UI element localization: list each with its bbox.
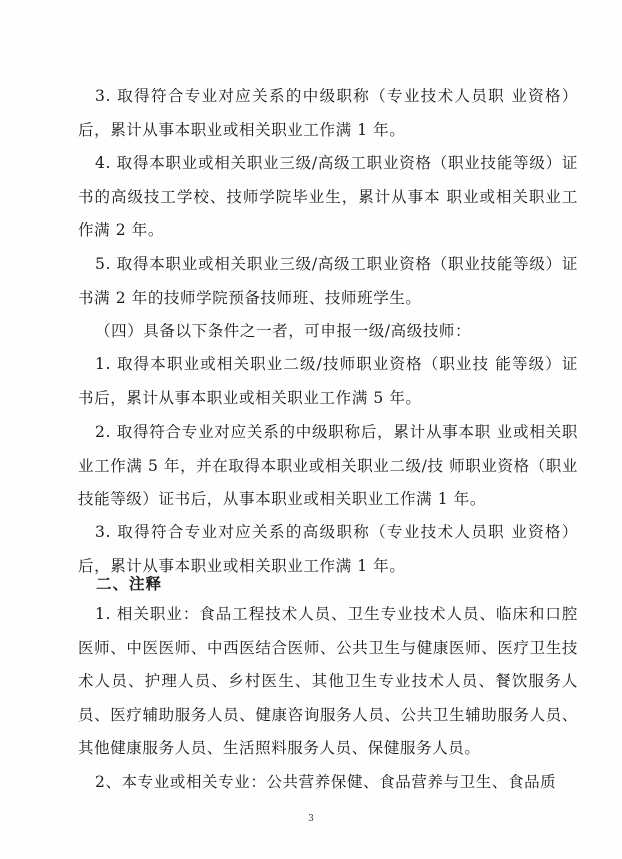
page-number: 3 xyxy=(308,814,314,824)
subsection-four-heading: （四）具备以下条件之一者，可申报一级/高级技师： xyxy=(95,322,472,340)
paragraph-level1-condition-1: 1. 取得本职业或相关职业二级/技师职业资格（职业技 能等级）证书后，累计从事本职业或相关职业工作满 5 年。 xyxy=(78,355,578,407)
note-related-majors: 2、本专业或相关专业：公共营养保健、食品营养与卫生、食品质 xyxy=(95,773,557,791)
paragraph-level1-condition-2: 2. 取得符合专业对应关系的中级职称后，累计从事本职 业或相关职业工作满 5 年，并在取得本职业或相关职业二级/技 师职业资格（职业技能等级）证书后，从事本职业或相关职业工作满 1 年。 xyxy=(78,423,578,508)
paragraph-condition-3a: 3. 取得符合专业对应关系的中级职称（专业技术人员职 业资格）后，累计从事本职业或相关职业工作满 1 年。 xyxy=(78,87,578,139)
paragraph-level1-condition-3: 3. 取得符合专业对应关系的高级职称（专业技术人员职 业资格）后，累计从事本职业或相关职业工作满 1 年。 xyxy=(78,523,578,575)
paragraph-condition-5: 5. 取得本职业或相关职业三级/高级工职业资格（职业技能等级）证书满 2 年的技师学院预备技师班、技师班学生。 xyxy=(78,255,578,307)
section-heading-notes: 二、注释 xyxy=(96,575,163,593)
note-related-occupations: 1. 相关职业：食品工程技术人员、卫生专业技术人员、临床和口腔医师、中医医师、中西医结合医师、公共卫生与健康医师、医疗卫生技术人员、护理人员、乡村医生、其他卫生专业技术人员、餐饮服务人员、医疗辅助服务人员、健康咨询服务人员、公共卫生辅助服务人员、其他健康服务人员、生活照料服务人员、保健服务人员。 xyxy=(78,605,578,757)
paragraph-condition-4: 4. 取得本职业或相关职业三级/高级工职业资格（职业技能等级）证书的高级技工学校、技师学院毕业生，累计从事本 职业或相关职业工作满 2 年。 xyxy=(78,154,578,239)
